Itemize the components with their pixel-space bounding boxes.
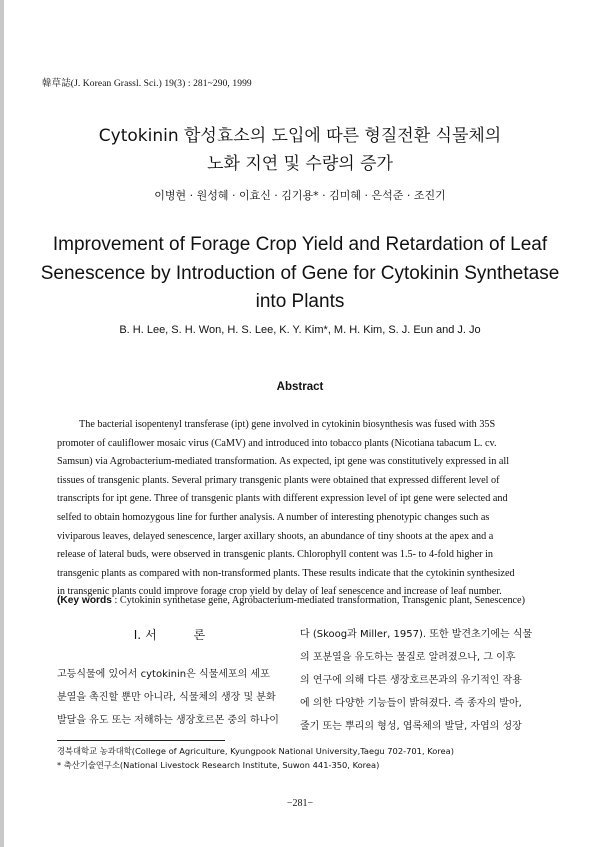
- section-heading: [57, 626, 282, 643]
- abstract-line: release of lateral buds, were observed in transgenic plants. Chlorophyll content was 1.5- to 4-fold higher in: [57, 549, 493, 561]
- journal-citation: 韓草誌(J. Korean Grassl. Sci.) 19(3) : 281~290, 1999: [42, 79, 252, 89]
- page-number: −281−: [286, 798, 314, 809]
- abstract-line: transcripts for ipt gene. Three of transgenic plants with different expression level of ipt gene were selected and: [57, 493, 508, 505]
- keywords-label: (Key words: [57, 595, 112, 606]
- footnote-affiliation-2: * 축산기술연구소(National Livestock Research Institute, Suwon 441-350, Korea): [57, 760, 380, 770]
- body-left-column: [57, 663, 282, 732]
- english-title-line-1: Improvement of Forage Crop Yield and Retardation of Leaf: [52, 234, 548, 255]
- abstract-line: transgenic plants as compared with non-transformed plants. These results indicate that the cytokinin synthesized: [57, 567, 515, 579]
- korean-authors: 이병현 · 원성혜 · 이효신 · 김기용* · 김미혜 · 은석준 · 조진기: [154, 189, 446, 202]
- abstract-line: selfed to obtain homozygous line for further analysis. A number of interesting phenotypic changes such as: [57, 511, 490, 523]
- body-right-column: [300, 623, 545, 738]
- abstract-line: viviparous leaves, delayed senescence, larger axillary shoots, an abundance of tiny shoots at the apex and a: [57, 530, 494, 542]
- footnote-affiliation-1: 경북대학교 농과대학(College of Agriculture, Kyungpook National University,Taegu 702-701, Korea): [57, 746, 454, 756]
- korean-title-line-1: Cytokinin 합성효소의 도입에 따른 형질전환 식물체의: [98, 126, 502, 146]
- abstract-heading: Abstract: [276, 381, 324, 393]
- korean-title-line-2: 노화 지연 및 수량의 증가: [207, 154, 393, 174]
- section-number: Ⅰ.: [133, 628, 142, 642]
- section-title-part-2: 론: [193, 628, 206, 642]
- body-line: 발달을 유도 또는 저해하는 생장호르몬 중의 하나이: [57, 715, 279, 726]
- body-line: 다 (Skoog과 Miller, 1957). 또한 발견초기에는 식물: [300, 629, 533, 640]
- body-line: 분열을 촉진할 뿐만 아니라, 식물체의 생장 및 분화: [57, 692, 276, 703]
- keywords-text: : Cytokinin synthetase gene, Agrobacterium-mediated transformation, Transgenic plant, Senescence): [111, 595, 525, 606]
- body-line: 고등식물에 있어서 cytokinin은 식물세포의 세포: [57, 669, 270, 680]
- abstract-body: [57, 416, 542, 602]
- body-line: 의 포분열을 유도하는 물질로 알려졌으나, 그 이후: [300, 652, 516, 663]
- body-line: 의 연구에 의해 다른 생장호르몬과의 유기적인 작용: [300, 675, 522, 686]
- english-title-line-3: into Plants: [255, 291, 345, 312]
- abstract-line: tissues of transgenic plants. Several primary transgenic plants were obtained that expressed different level of: [57, 474, 500, 486]
- abstract-line: promoter of cauliflower mosaic virus (CaMV) and introduced into tobacco plants (Nicotiana tabacum L. cv.: [57, 437, 497, 449]
- abstract-line: The bacterial isopentenyl transferase (ipt) gene involved in cytokinin biosynthesis was fused with 35S: [79, 419, 496, 430]
- body-line: 줄기 또는 뿌리의 형성, 엽록체의 발달, 자엽의 성장: [300, 721, 522, 732]
- abstract-line: Samsun) via Agrobacterium-mediated transformation. As expected, ipt gene was constitutively expressed in all: [57, 456, 510, 468]
- abstract-line: in transgenic plants could improve forage crop yield by delay of leaf senescence and increase of leaf number.: [57, 586, 502, 598]
- footnote-divider: [57, 740, 225, 741]
- section-title-part-1: 서: [145, 628, 160, 642]
- body-line: 에 의한 다양한 기능들이 밝혀졌다. 즉 종자의 발아,: [300, 698, 522, 709]
- english-authors: B. H. Lee, S. H. Won, H. S. Lee, K. Y. Kim*, M. H. Kim, S. J. Eun and J. Jo: [119, 324, 481, 336]
- english-title-line-2: Senescence by Introduction of Gene for Cytokinin Synthetase: [40, 263, 560, 284]
- keywords: [57, 595, 552, 606]
